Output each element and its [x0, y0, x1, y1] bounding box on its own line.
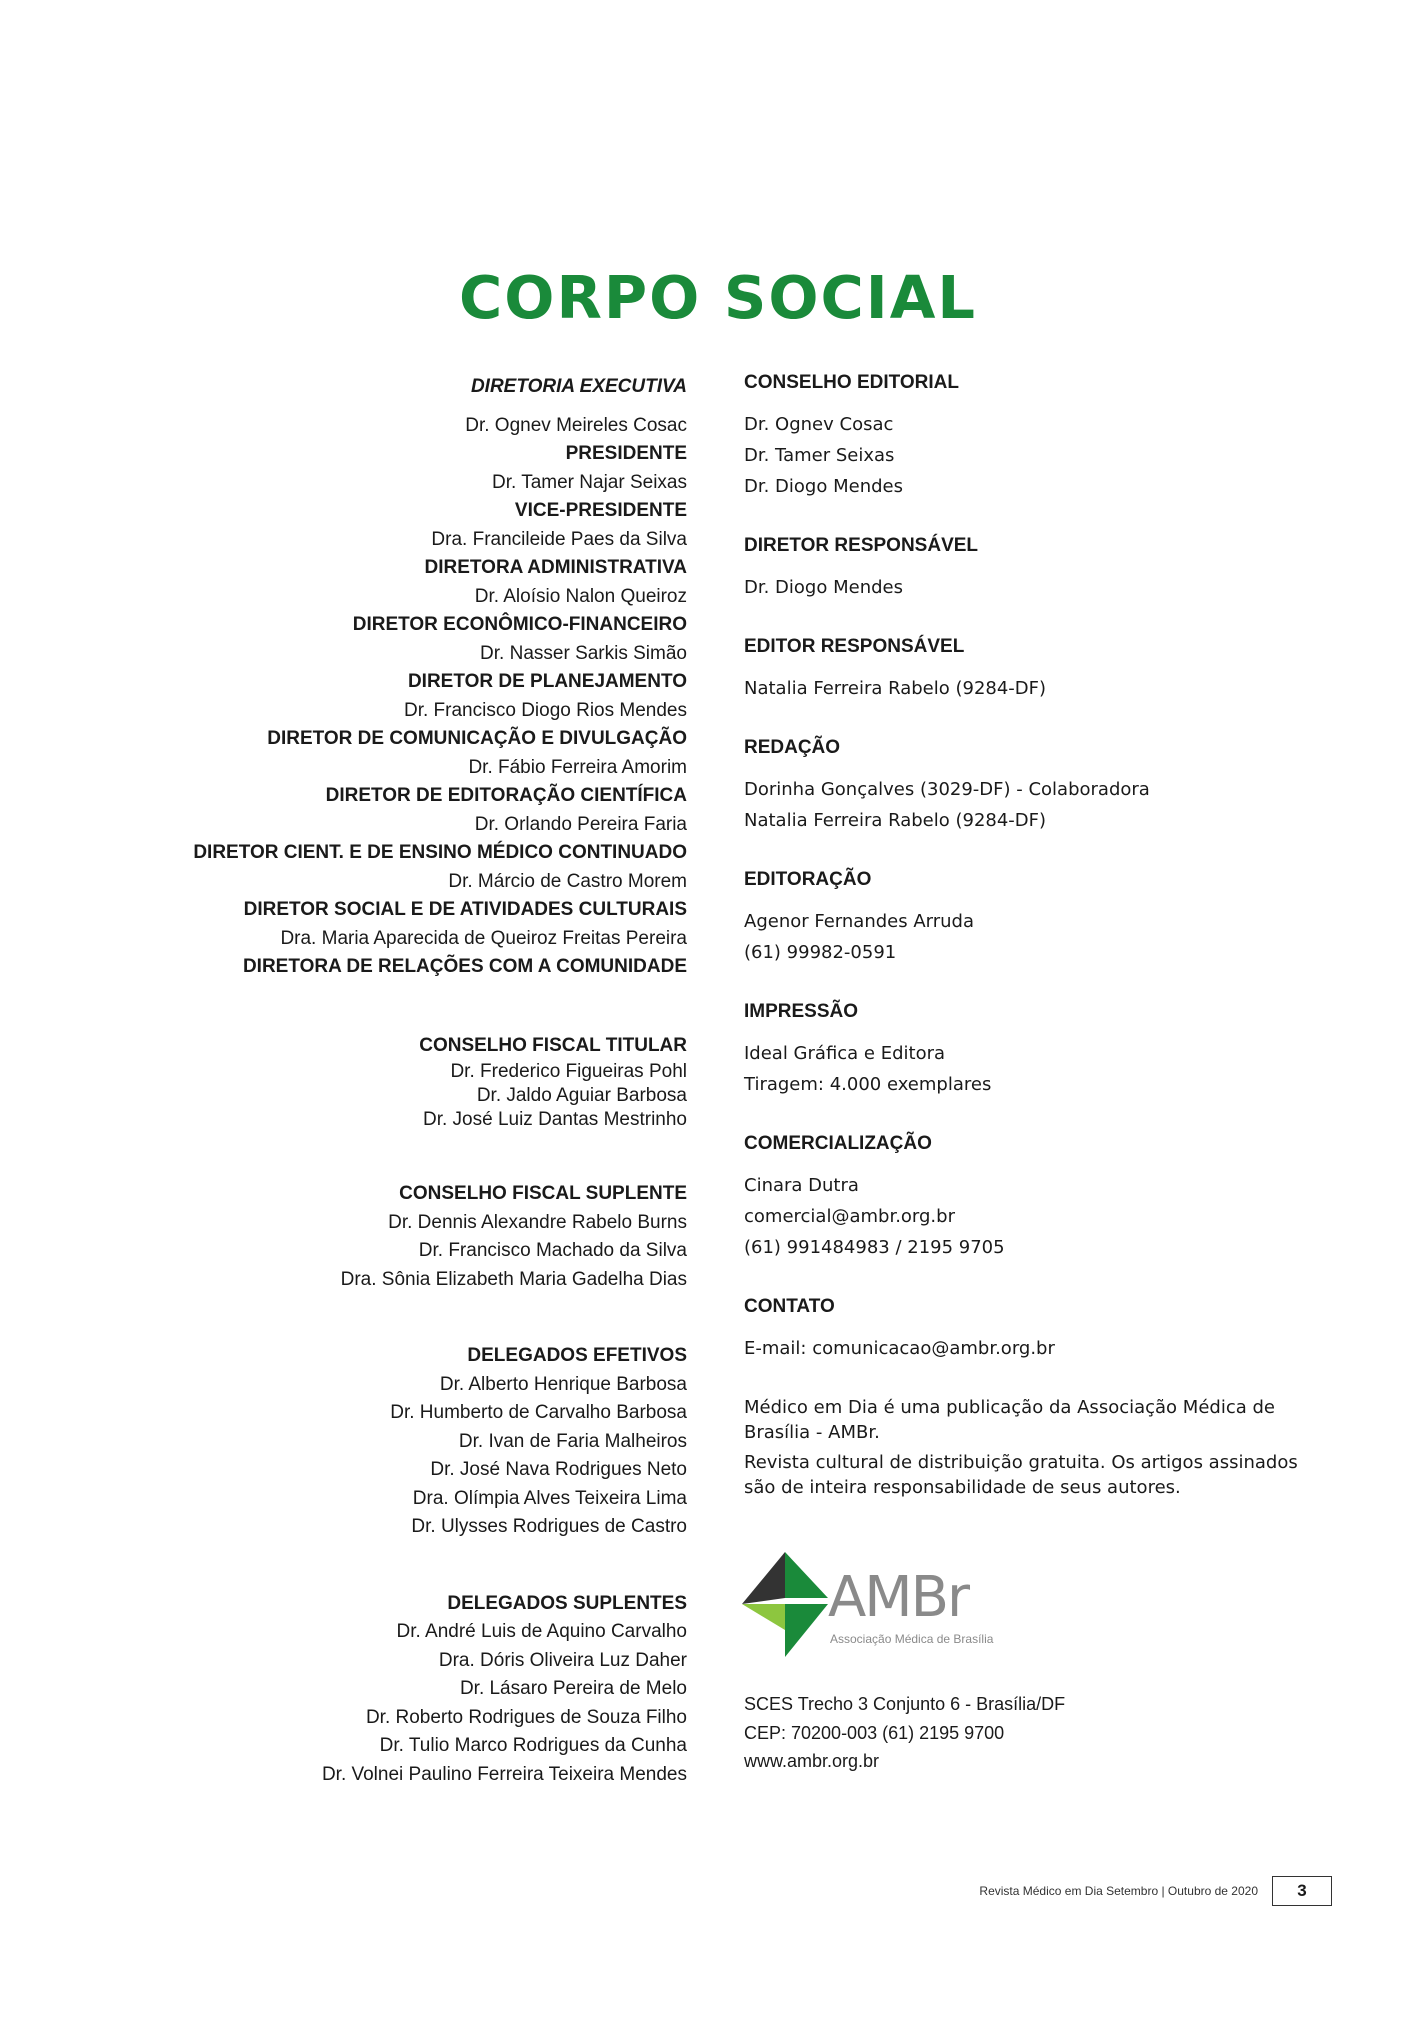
diretoria-list: [87, 412, 687, 982]
ambr-logo-mark-icon: [742, 1552, 828, 1657]
role-title: DIRETOR DE EDITORAÇÃO CIENTÍFICA: [325, 785, 687, 806]
role-title: DIRETORA DE RELAÇÕES COM A COMUNIDADE: [242, 956, 687, 977]
member-name: Dr. Aloísio Nalon Queiroz: [474, 585, 687, 607]
editorial-section: [744, 868, 1304, 968]
role-title: DIRETORA ADMINISTRATIVA: [424, 557, 687, 578]
council-block: [87, 1342, 687, 1542]
section-heading: CONSELHO EDITORIAL: [744, 372, 959, 393]
council-member: Dr. Ivan de Faria Malheiros: [458, 1430, 687, 1452]
left-column: [87, 373, 687, 1789]
section-line: Dr. Tamer Seixas: [744, 445, 895, 466]
footer-text: Revista Médico em Dia Setembro | Outubro de 2020: [979, 1884, 1258, 1898]
section-line: Agenor Fernandes Arruda: [744, 911, 974, 932]
section-heading: REDAÇÃO: [744, 737, 841, 758]
member-name: Dr. Fábio Ferreira Amorim: [468, 756, 687, 778]
address-line: www.ambr.org.br: [744, 1751, 880, 1771]
member-name: Dr. Orlando Pereira Faria: [474, 813, 687, 835]
address-block: [744, 1690, 1065, 1776]
council-member: Dr. Humberto de Carvalho Barbosa: [390, 1402, 687, 1423]
editorial-section: [744, 534, 1304, 603]
ambr-logo: [742, 1552, 1042, 1657]
editorial-section: [744, 371, 1304, 502]
logo-subtitle: Associação Médica de Brasília: [830, 1632, 994, 1646]
editorial-section: [744, 1295, 1304, 1364]
council-heading: CONSELHO FISCAL TITULAR: [419, 1034, 687, 1056]
section-line: Cinara Dutra: [744, 1175, 859, 1196]
section-line: Dr. Ognev Cosac: [744, 414, 894, 435]
address-line: CEP: 70200-003 (61) 2195 9700: [744, 1722, 1005, 1743]
about-paragraph: Revista cultural de distribuição gratuita. Os artigos assinados são de inteira responsabilidade de seus autores.: [744, 1452, 1298, 1498]
section-line: Dr. Diogo Mendes: [744, 577, 903, 598]
editorial-section: [744, 1000, 1304, 1100]
role-title: DIRETOR DE COMUNICAÇÃO E DIVULGAÇÃO: [267, 728, 687, 749]
editorial-section: [744, 736, 1304, 836]
logo-wordmark: AMBr: [828, 1565, 969, 1630]
council-member: Dr. Francisco Machado da Silva: [418, 1240, 687, 1261]
editorial-section: [744, 635, 1304, 704]
council-heading: CONSELHO FISCAL SUPLENTE: [399, 1183, 687, 1204]
council-member: Dr. Dennis Alexandre Rabelo Burns: [388, 1211, 687, 1233]
member-name: Dr. Márcio de Castro Morem: [448, 870, 687, 892]
page-footer: [979, 1875, 1332, 1907]
role-title: VICE-PRESIDENTE: [514, 500, 687, 521]
section-heading: IMPRESSÃO: [744, 1001, 859, 1022]
council-member: Dr. Volnei Paulino Ferreira Teixeira Mendes: [321, 1763, 687, 1785]
role-title: DIRETOR CIENT. E DE ENSINO MÉDICO CONTINUADO: [193, 842, 687, 863]
about-paragraph: Médico em Dia é uma publicação da Associação Médica de Brasília - AMBr.: [744, 1397, 1275, 1443]
section-line: (61) 99982-0591: [744, 942, 897, 963]
council-member: Dr. José Nava Rodrigues Neto: [430, 1459, 687, 1480]
member-name: Dr. Nasser Sarkis Simão: [480, 642, 687, 664]
section-line: Ideal Gráfica e Editora: [744, 1043, 946, 1064]
council-block: [87, 1180, 687, 1294]
section-heading: CONTATO: [744, 1296, 835, 1317]
member-name: Dr. Tamer Najar Seixas: [492, 471, 687, 493]
diretoria-heading: DIRETORIA EXECUTIVA: [470, 376, 687, 397]
council-block: [87, 1032, 687, 1133]
editorial-section: [744, 1132, 1304, 1263]
council-member: Dr. Roberto Rodrigues de Souza Filho: [365, 1706, 687, 1728]
page-number: 3: [1272, 1876, 1332, 1906]
council-block: [87, 1590, 687, 1790]
section-line: comercial@ambr.org.br: [744, 1206, 955, 1227]
council-member: Dra. Sônia Elizabeth Maria Gadelha Dias: [340, 1268, 687, 1290]
council-heading: DELEGADOS SUPLENTES: [447, 1592, 687, 1614]
council-member: Dr. Frederico Figueiras Pohl: [450, 1061, 687, 1082]
section-line: Dr. Diogo Mendes: [744, 476, 903, 497]
member-name: Dr. Ognev Meireles Cosac: [465, 414, 687, 436]
council-member: Dr. Tulio Marco Rodrigues da Cunha: [379, 1735, 687, 1756]
council-member: Dra. Dóris Oliveira Luz Daher: [438, 1649, 687, 1671]
member-name: Dra. Maria Aparecida de Queiroz Freitas Pereira: [280, 927, 687, 949]
section-heading: DIRETOR RESPONSÁVEL: [744, 535, 979, 556]
right-sections: [744, 371, 1304, 1364]
left-blocks: [87, 1032, 687, 1790]
council-member: Dr. José Luiz Dantas Mestrinho: [422, 1109, 687, 1130]
role-title: DIRETOR ECONÔMICO-FINANCEIRO: [352, 614, 687, 635]
right-column: [744, 371, 1304, 1506]
section-line: (61) 991484983 / 2195 9705: [744, 1237, 1005, 1258]
role-title: DIRETOR SOCIAL E DE ATIVIDADES CULTURAIS: [243, 899, 687, 920]
council-member: Dr. Ulysses Rodrigues de Castro: [411, 1516, 687, 1537]
section-line: Natalia Ferreira Rabelo (9284-DF): [744, 678, 1047, 699]
about-paragraphs: [744, 1396, 1304, 1500]
address-line: SCES Trecho 3 Conjunto 6 - Brasília/DF: [744, 1694, 1066, 1714]
council-member: Dra. Olímpia Alves Teixeira Lima: [412, 1487, 687, 1509]
section-heading: EDITOR RESPONSÁVEL: [744, 636, 965, 657]
section-line: Natalia Ferreira Rabelo (9284-DF): [744, 810, 1047, 831]
section-line: Dorinha Gonçalves (3029-DF) - Colaboradora: [744, 779, 1150, 800]
section-line: Tiragem: 4.000 exemplares: [744, 1074, 992, 1095]
section-heading: EDITORAÇÃO: [744, 869, 872, 890]
section-line: E-mail: comunicacao@ambr.org.br: [744, 1338, 1055, 1359]
section-heading: COMERCIALIZAÇÃO: [744, 1133, 932, 1154]
member-name: Dr. Francisco Diogo Rios Mendes: [404, 699, 687, 721]
council-heading: DELEGADOS EFETIVOS: [467, 1345, 687, 1366]
council-member: Dr. Alberto Henrique Barbosa: [439, 1373, 687, 1395]
role-title: PRESIDENTE: [565, 443, 687, 464]
council-member: Dr. André Luis de Aquino Carvalho: [396, 1621, 687, 1642]
member-name: Dra. Francileide Paes da Silva: [431, 528, 687, 550]
page-title: CORPO SOCIAL: [459, 263, 977, 332]
council-member: Dr. Jaldo Aguiar Barbosa: [476, 1085, 687, 1106]
role-title: DIRETOR DE PLANEJAMENTO: [407, 671, 687, 692]
council-member: Dr. Lásaro Pereira de Melo: [459, 1678, 687, 1699]
